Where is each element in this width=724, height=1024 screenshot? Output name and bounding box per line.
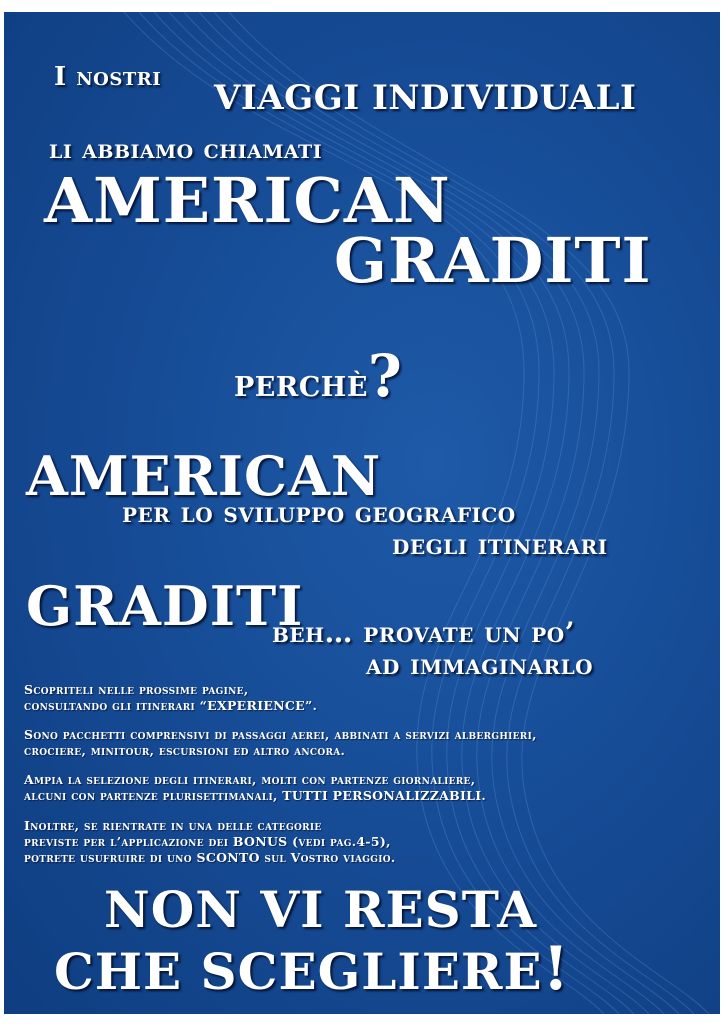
question-mark: ? [367,342,403,410]
closing-exclamation: ! [542,934,570,1004]
question-perche [234,342,402,410]
closing-text: CHE SCEGLIERE [54,942,543,1001]
paragraph-line: alcuni con partenze plurisettimanali, TUTTI PERSONALIZZABILI. [24,788,487,803]
paragraph-line: crociere, minitour, escursioni ed altro ancora. [24,743,346,758]
graditi-section-title: GRADITI [26,574,304,638]
graditi-section-line2: ad immaginarlo [366,648,594,681]
paragraph-selezione [24,772,486,804]
american-section-title: AMERICAN [26,444,382,508]
graditi-section-line1: beh… provate un po’ [272,616,575,649]
paragraph-line: consultando gli itinerari “EXPERIENCE”. [24,698,318,713]
american-section-line2: degli itinerari [392,528,608,561]
paragraph-line: potrete usufruire di uno SCONTO sul Vostro viaggio. [24,850,396,865]
paragraph-line: Scopriteli nelle prossime pagine, [24,682,249,697]
brand-american: AMERICAN [44,164,451,237]
headline-intro: I nostri [54,62,162,92]
flyer-page [4,12,720,1014]
american-section-line1: per lo sviluppo geografico [122,496,516,529]
headline-viaggi-individuali: VIAGGI INDIVIDUALI [214,78,637,118]
paragraph-pacchetti [24,727,537,759]
paragraph-line: Inoltre, se rientrate in una delle categorie [24,818,322,833]
headline-chiamati: li abbiamo chiamati [49,134,323,165]
paragraph-line: Sono pacchetti comprensivi di passaggi aerei, abbinati a servizi alberghieri, [24,727,537,742]
paragraph-scopriteli [24,682,317,714]
question-word: perchè [234,360,368,405]
closing-line2 [54,934,570,1004]
paragraph-bonus [24,818,396,866]
paragraph-line: Ampia la selezione degli itinerari, molti con partenze giornaliere, [24,772,476,787]
brand-graditi: GRADITI [334,224,652,297]
closing-line1: NON VI RESTA [104,880,537,939]
paragraph-line: previste per l’applicazione dei BONUS (vedi pag.4-5), [24,834,391,849]
